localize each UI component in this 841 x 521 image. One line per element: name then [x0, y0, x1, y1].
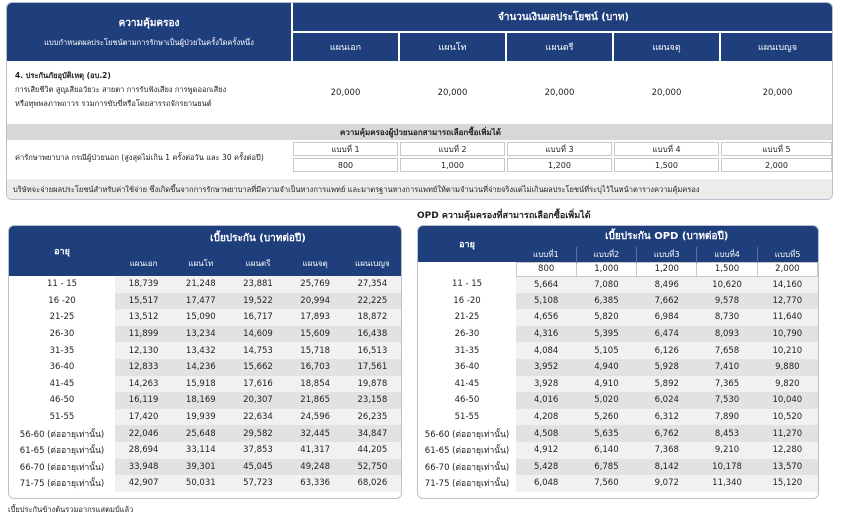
coverage-header [7, 3, 291, 61]
opd-rows [418, 276, 818, 492]
premium-cell: 63,336 [287, 475, 344, 492]
premium-cell: 9,880 [757, 359, 817, 376]
premium-cell: 5,664 [516, 276, 576, 293]
opd-amount: 2,000 [721, 158, 832, 172]
premium-cell: 15,517 [115, 293, 172, 310]
premium-cell: 13,512 [115, 309, 172, 326]
coverage-title: ความคุ้มครอง [118, 17, 180, 29]
premium-cell: 33,948 [115, 459, 172, 476]
age-cell: 41-45 [418, 376, 516, 393]
table-row [418, 326, 818, 343]
table-row [9, 409, 401, 426]
age-header: อายุ [9, 226, 115, 276]
premium-cell: 6,048 [516, 475, 576, 492]
premium-cell: 13,432 [172, 342, 229, 359]
age-cell: 71-75 (ต่ออายุเท่านั้น) [9, 475, 115, 492]
premium-cell: 22,634 [229, 409, 286, 426]
age-cell: 36-40 [9, 359, 115, 376]
premium-cell: 17,420 [115, 409, 172, 426]
premium-cell: 10,790 [757, 326, 817, 343]
premium-cell: 14,160 [757, 276, 817, 293]
premium-cell: 52,750 [344, 459, 401, 476]
premium-cell: 5,635 [576, 425, 636, 442]
benefit-line: การเสียชีวิต สูญเสียอวัยวะ สายตา การรับฟังเสียง การพูดออกเสียง [15, 85, 227, 94]
table-row [418, 342, 818, 359]
premium-cell: 28,694 [115, 442, 172, 459]
premium-cell: 22,046 [115, 425, 172, 442]
premium-cell: 6,024 [637, 392, 697, 409]
premium-cell: 14,609 [229, 326, 286, 343]
premium-cell: 13,570 [757, 459, 817, 476]
premium-cell: 6,385 [576, 293, 636, 310]
opd-rates [418, 226, 818, 492]
opd-band: ความคุ้มครองผู้ป่วยนอกสามารถเลือกซื้อเพิ่มได้ [7, 124, 833, 140]
age-cell: 31-35 [9, 342, 115, 359]
opd-option-amount: 800 [516, 262, 576, 276]
premium-cell: 19,878 [344, 376, 401, 393]
premium-cell: 8,093 [697, 326, 757, 343]
opd-amount: 1,000 [400, 158, 505, 172]
premium-cell: 15,609 [287, 326, 344, 343]
table-row [418, 425, 818, 442]
age-cell: 26-30 [418, 326, 516, 343]
premium-cell: 5,892 [637, 376, 697, 393]
plan-header: แผนโท [400, 33, 505, 61]
premium-cell: 49,248 [287, 459, 344, 476]
premium-cell: 4,656 [516, 309, 576, 326]
benefit-amount: 20,000 [544, 88, 575, 98]
opd-option: แบบที่ 1 [293, 142, 398, 156]
coverage-note: บริษัทจะจ่ายผลประโยชน์สำหรับค่าใช้จ่าย ซึ่งเกิดขึ้นจากการรักษาพยาบาลที่มีความจำเป็นทางการแพทย์ และมาตรฐานทางการแพทย์ให้ตามจำนวนที่จ่ายจริงแต่ไม่เกินผลประโยชน์ที่ระบุไว้ในหน้าตารางความคุ้มครอง [7, 179, 833, 200]
premium-cell: 16,703 [287, 359, 344, 376]
premium-cell: 20,994 [287, 293, 344, 310]
plan-header: แผนเอก [293, 33, 398, 61]
age-cell: 11 - 15 [9, 276, 115, 293]
premium-cell: 15,662 [229, 359, 286, 376]
premium-cell: 4,912 [516, 442, 576, 459]
premium-cell: 5,108 [516, 293, 576, 310]
premium-cell: 10,178 [697, 459, 757, 476]
table-row [9, 442, 401, 459]
premium-cell: 11,340 [697, 475, 757, 492]
age-cell: 16 -20 [418, 293, 516, 310]
premium-cell: 34,847 [344, 425, 401, 442]
table-row [418, 409, 818, 426]
opd-premium-header: เบี้ยประกัน OPD (บาทต่อปี) [516, 226, 818, 247]
age-cell: 66-70 (ต่ออายุเท่านั้น) [418, 459, 516, 476]
benefit-amount: 20,000 [437, 88, 468, 98]
age-cell: 61-65 (ต่ออายุเท่านั้น) [9, 442, 115, 459]
premium-cell: 17,893 [287, 309, 344, 326]
premium-cell: 39,301 [172, 459, 229, 476]
opd-option: แบบที่ 4 [614, 142, 719, 156]
premium-cell: 23,158 [344, 392, 401, 409]
premium-cell: 4,508 [516, 425, 576, 442]
premium-cell: 4,208 [516, 409, 576, 426]
opd-premium-table [417, 225, 819, 499]
plan-header: แผนตรี [507, 33, 612, 61]
benefit-amount: 20,000 [330, 88, 361, 98]
premium-cell: 12,833 [115, 359, 172, 376]
age-cell: 11 - 15 [418, 276, 516, 293]
opd-amount: 1,500 [614, 158, 719, 172]
table-row [418, 459, 818, 476]
premium-cell: 14,236 [172, 359, 229, 376]
age-cell: 46-50 [418, 392, 516, 409]
opd-amount: 1,200 [507, 158, 612, 172]
premium-cell: 6,785 [576, 459, 636, 476]
opd-option-amount: 1,200 [637, 262, 697, 276]
premium-cell: 3,928 [516, 376, 576, 393]
benefit-amount: 20,000 [762, 88, 793, 98]
premium-cell: 15,120 [757, 475, 817, 492]
premium-cell: 11,899 [115, 326, 172, 343]
opd-option-header: แบบที่2 [576, 247, 636, 262]
premium-cell: 7,890 [697, 409, 757, 426]
premium-cell: 12,280 [757, 442, 817, 459]
premium-cell: 10,210 [757, 342, 817, 359]
premium-cell: 7,410 [697, 359, 757, 376]
opd-table-title: OPD ความคุ้มครองที่สามารถเลือกซื้อเพิ่มได้ [417, 211, 591, 221]
premium-cell: 14,263 [115, 376, 172, 393]
premium-cell: 9,210 [697, 442, 757, 459]
premium-cell: 7,080 [576, 276, 636, 293]
amount-header: จำนวนเงินผลประโยชน์ (บาท) [293, 3, 833, 31]
premium-cell: 16,438 [344, 326, 401, 343]
premium-cell: 20,307 [229, 392, 286, 409]
age-cell: 31-35 [418, 342, 516, 359]
opd-option-amount: 2,000 [757, 262, 817, 276]
plan-column-header: แผนโท [172, 250, 229, 276]
age-cell: 36-40 [418, 359, 516, 376]
age-cell: 66-70 (ต่ออายุเท่านั้น) [9, 459, 115, 476]
age-cell: 16 -20 [9, 293, 115, 310]
premium-cell: 7,662 [637, 293, 697, 310]
table-row [9, 326, 401, 343]
premium-cell: 18,739 [115, 276, 172, 293]
table-row [9, 359, 401, 376]
premium-cell: 45,045 [229, 459, 286, 476]
age-cell: 46-50 [9, 392, 115, 409]
coverage-table [6, 2, 833, 200]
premium-cell: 5,928 [637, 359, 697, 376]
premium-cell: 22,225 [344, 293, 401, 310]
premium-cell: 25,769 [287, 276, 344, 293]
premium-cell: 10,520 [757, 409, 817, 426]
premium-cell: 8,142 [637, 459, 697, 476]
premium-cell: 42,907 [115, 475, 172, 492]
premium-cell: 7,368 [637, 442, 697, 459]
premium-cell: 19,522 [229, 293, 286, 310]
table-row [9, 276, 401, 293]
premium-cell: 21,248 [172, 276, 229, 293]
premium-cell: 4,016 [516, 392, 576, 409]
premium-cell: 5,105 [576, 342, 636, 359]
premium-cell: 18,854 [287, 376, 344, 393]
table-row [9, 309, 401, 326]
premium-cell: 17,477 [172, 293, 229, 310]
premium-cell: 37,853 [229, 442, 286, 459]
age-cell: 21-25 [9, 309, 115, 326]
benefit-line: หรือทุพพลภาพถาวร รวมการขับขี่หรือโดยสารรถจักรยานยนต์ [15, 99, 212, 108]
table-row [418, 309, 818, 326]
premium-rows [9, 276, 401, 492]
premium-cell: 4,940 [576, 359, 636, 376]
premium-header: เบี้ยประกัน (บาทต่อปี) [115, 226, 401, 250]
premium-cell: 8,730 [697, 309, 757, 326]
benefit-amount: 20,000 [651, 88, 682, 98]
table-row [9, 459, 401, 476]
premium-cell: 4,316 [516, 326, 576, 343]
premium-cell: 7,365 [697, 376, 757, 393]
opd-option-header: แบบที่4 [697, 247, 757, 262]
opd-amount: 800 [293, 158, 398, 172]
table-row [9, 342, 401, 359]
premium-cell: 6,140 [576, 442, 636, 459]
premium-cell: 25,648 [172, 425, 229, 442]
premium-cell: 26,235 [344, 409, 401, 426]
premium-cell: 50,031 [172, 475, 229, 492]
opd-option: แบบที่ 3 [507, 142, 612, 156]
table-row [418, 392, 818, 409]
plan-column-header: แผนเอก [115, 250, 172, 276]
premium-cell: 3,952 [516, 359, 576, 376]
age-cell: 56-60 (ต่ออายุเท่านั้น) [418, 425, 516, 442]
opd-option-amount: 1,500 [697, 262, 757, 276]
premium-cell: 19,939 [172, 409, 229, 426]
premium-cell: 29,582 [229, 425, 286, 442]
premium-cell: 7,658 [697, 342, 757, 359]
premium-cell: 57,723 [229, 475, 286, 492]
table-row [9, 293, 401, 310]
premium-cell: 5,020 [576, 392, 636, 409]
age-cell: 51-55 [418, 409, 516, 426]
premium-cell: 8,496 [637, 276, 697, 293]
plan-header: แผนเบญจ [721, 33, 833, 61]
opd-option-header: แบบที่1 [516, 247, 576, 262]
plan-header: แผนจตุ [614, 33, 719, 61]
opd-option-header: แบบที่3 [637, 247, 697, 262]
premium-cell: 4,084 [516, 342, 576, 359]
plan-column-header: แผนตรี [229, 250, 286, 276]
opd-option: แบบที่ 2 [400, 142, 505, 156]
premium-cell: 12,130 [115, 342, 172, 359]
premium-rates [9, 226, 401, 492]
premium-cell: 18,872 [344, 309, 401, 326]
premium-cell: 6,984 [637, 309, 697, 326]
premium-cell: 23,881 [229, 276, 286, 293]
age-cell: 51-55 [9, 409, 115, 426]
premium-cell: 15,718 [287, 342, 344, 359]
table-row [9, 475, 401, 492]
table-row [418, 359, 818, 376]
premium-cell: 10,040 [757, 392, 817, 409]
premium-cell: 7,530 [697, 392, 757, 409]
premium-cell: 17,616 [229, 376, 286, 393]
footnote: เบี้ยประกันข้างต้นรวมอากรแสตมป์แล้ว [8, 505, 134, 514]
benefit-title: 4. ประกันภัยอุบัติเหตุ (อบ.2) [15, 71, 111, 80]
premium-cell: 13,234 [172, 326, 229, 343]
premium-cell: 5,260 [576, 409, 636, 426]
premium-cell: 18,169 [172, 392, 229, 409]
premium-cell: 16,513 [344, 342, 401, 359]
premium-cell: 7,560 [576, 475, 636, 492]
coverage-subtitle: แบบกำหนดผลประโยชน์ตามการรักษาเป็นผู้ป่วยในครั้งใดครั้งหนึ่ง [44, 37, 254, 47]
opd-option: แบบที่ 5 [721, 142, 832, 156]
premium-cell: 17,561 [344, 359, 401, 376]
premium-cell: 32,445 [287, 425, 344, 442]
premium-cell: 44,205 [344, 442, 401, 459]
age-cell: 56-60 (ต่ออายุเท่านั้น) [9, 425, 115, 442]
opd-option-header: แบบที่5 [757, 247, 817, 262]
premium-cell: 6,312 [637, 409, 697, 426]
premium-cell: 10,620 [697, 276, 757, 293]
table-row [418, 475, 818, 492]
table-row [418, 442, 818, 459]
premium-cell: 6,762 [637, 425, 697, 442]
premium-cell: 5,820 [576, 309, 636, 326]
premium-cell: 33,114 [172, 442, 229, 459]
table-row [418, 276, 818, 293]
premium-cell: 4,910 [576, 376, 636, 393]
age-cell: 21-25 [418, 309, 516, 326]
premium-cell: 6,126 [637, 342, 697, 359]
table-row [9, 425, 401, 442]
premium-table [8, 225, 402, 499]
age-cell: 71-75 (ต่ออายุเท่านั้น) [418, 475, 516, 492]
premium-cell: 12,770 [757, 293, 817, 310]
plan-column-header: แผนจตุ [287, 250, 344, 276]
benefit-description [15, 69, 285, 111]
premium-cell: 8,453 [697, 425, 757, 442]
premium-cell: 9,820 [757, 376, 817, 393]
premium-cell: 27,354 [344, 276, 401, 293]
table-row [9, 392, 401, 409]
premium-cell: 11,640 [757, 309, 817, 326]
plan-column-header: แผนเบญจ [344, 250, 401, 276]
opd-label: ค่ารักษาพยาบาล กรณีผู้ป่วยนอก (สูงสุดไม่เกิน 1 ครั้งต่อวัน และ 30 ครั้งต่อปี) [15, 153, 264, 162]
premium-cell: 5,428 [516, 459, 576, 476]
premium-cell: 68,026 [344, 475, 401, 492]
opd-age-header: อายุ [418, 226, 516, 262]
premium-cell: 41,317 [287, 442, 344, 459]
age-cell: 26-30 [9, 326, 115, 343]
table-row [9, 376, 401, 393]
premium-cell: 11,270 [757, 425, 817, 442]
premium-cell: 14,753 [229, 342, 286, 359]
age-cell: 41-45 [9, 376, 115, 393]
premium-cell: 16,717 [229, 309, 286, 326]
premium-cell: 16,119 [115, 392, 172, 409]
premium-cell: 15,090 [172, 309, 229, 326]
opd-option-amount: 1,000 [576, 262, 636, 276]
premium-cell: 9,072 [637, 475, 697, 492]
table-row [418, 376, 818, 393]
premium-cell: 21,865 [287, 392, 344, 409]
age-cell: 61-65 (ต่ออายุเท่านั้น) [418, 442, 516, 459]
premium-cell: 15,918 [172, 376, 229, 393]
table-row [418, 293, 818, 310]
premium-cell: 6,474 [637, 326, 697, 343]
premium-cell: 5,395 [576, 326, 636, 343]
premium-cell: 9,578 [697, 293, 757, 310]
premium-cell: 24,596 [287, 409, 344, 426]
